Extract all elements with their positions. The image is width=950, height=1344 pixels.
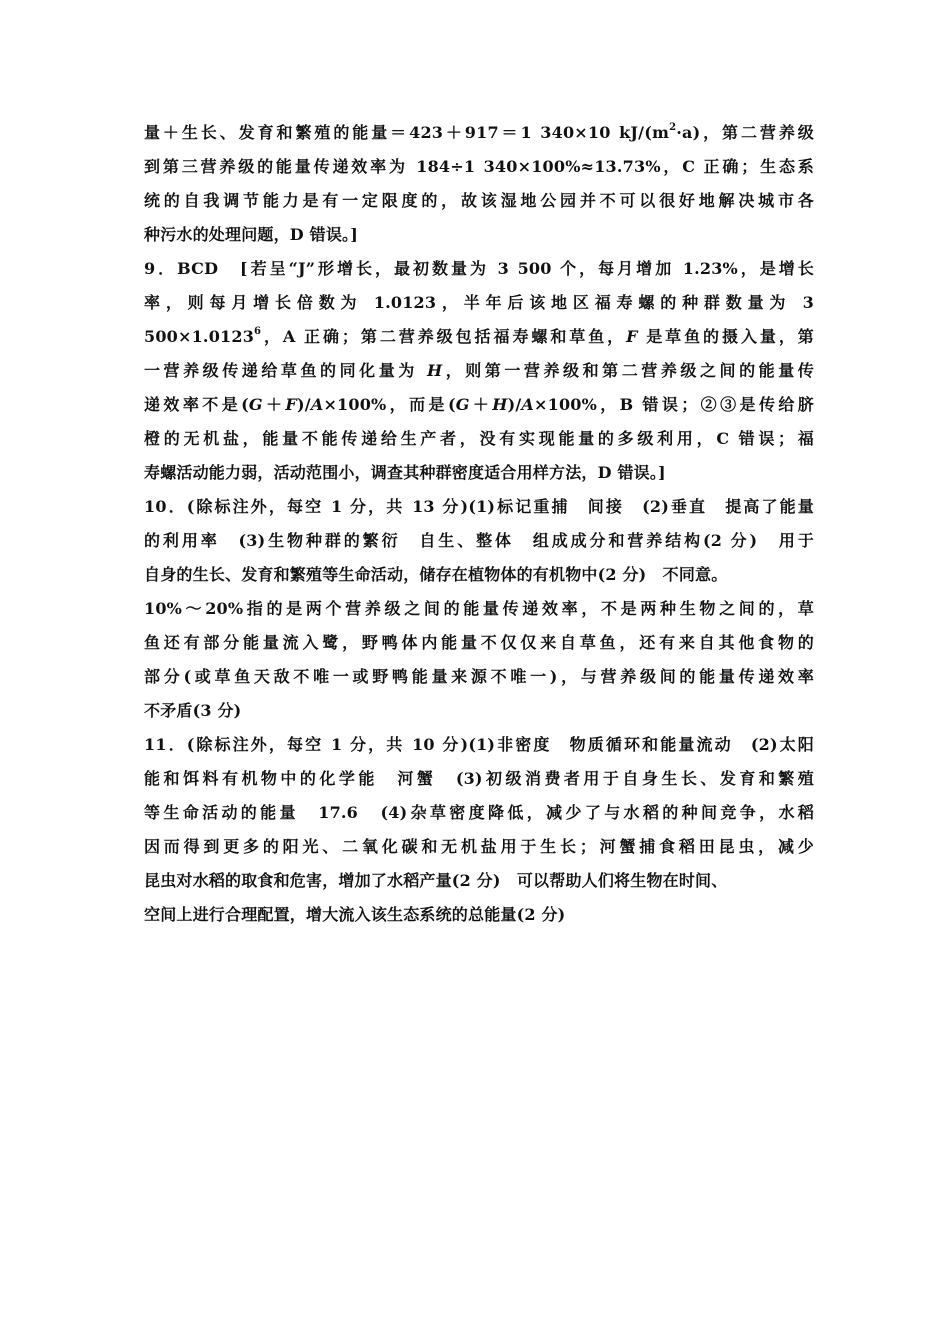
text-line: 鱼还有部分能量流入鹭，野鸭体内能量不仅仅来自草鱼，还有来自其他食物的 — [144, 633, 814, 652]
text-line: 等生命活动的能量 17.6 (4)杂草密度降低，减少了与水稻的种间竞争，水稻 — [144, 803, 814, 822]
text-line: 9．BCD [若呈“J”形增长，最初数量为 3 500 个，每月增加 1.23%，是增长 — [144, 259, 814, 278]
q9-answer — [144, 252, 814, 490]
text-line: 到第三营养级的能量传递效率为 184÷1 340×100%≈13.73%，C 正确；生态系 — [144, 157, 814, 176]
text-line: 寿螺活动能力弱，活动范围小，调查其种群密度适合用样方法，D 错误。] — [144, 463, 666, 482]
text-line: 种污水的处理问题，D 错误。] — [144, 225, 359, 244]
text-line: 昆虫对水稻的取食和危害，增加了水稻产量(2 分) 可以帮助人们将生物在时间、 — [144, 871, 728, 890]
text-line: 部分(或草鱼天敌不唯一或野鸭能量来源不唯一)，与营养级间的能量传递效率 — [144, 667, 814, 686]
text-line: 统的自我调节能力是有一定限度的，故该湿地公园并不可以很好地解决城市各 — [144, 191, 814, 210]
text-line: 的利用率 (3)生物种群的繁衍 自生、整体 组成成分和营养结构(2 分) 用于 — [144, 531, 814, 550]
q10-answer — [144, 490, 814, 728]
answer-page — [144, 116, 814, 932]
text-line: 11．(除标注外，每空 1 分，共 10 分)(1)非密度 物质循环和能量流动 (2)太阳 — [144, 735, 814, 754]
text-line: 因而得到更多的阳光、二氧化碳和无机盐用于生长；河蟹捕食稻田昆虫，减少 — [144, 837, 814, 856]
text-line: 量＋生长、发育和繁殖的能量＝423＋917＝1 340×10 $kJ/(m^2\cdot a)$，第二营养级 — [144, 121, 814, 142]
text-line: 10%～20%指的是两个营养级之间的能量传递效率，不是两种生物之间的，草 — [144, 599, 814, 618]
text-line: 能和饵料有机物中的化学能 河蟹 (3)初级消费者用于自身生长、发育和繁殖 — [144, 769, 814, 788]
q8-continuation — [144, 116, 814, 252]
text-line: 递效率不是(G＋F)/A×100%，而是(G＋H)/A×100%，B 错误；②③是传给脐 — [144, 395, 814, 414]
text-line: 一营养级传递给草鱼的同化量为 H，则第一营养级和第二营养级之间的能量传 — [144, 361, 814, 380]
text-line: 空间上进行合理配置，增大流入该生态系统的总能量(2 分) — [144, 905, 566, 924]
text-line: 不矛盾(3 分) — [144, 701, 242, 720]
text-line: $500\times 1.0123^6$，A 正确；第二营养级包括福寿螺和草鱼，F 是草鱼的摄入量，第 — [144, 325, 814, 346]
text-line: 自身的生长、发育和繁殖等生命活动，储存在植物体的有机物中(2 分) 不同意。 — [144, 565, 728, 584]
text-line: 橙的无机盐，能量不能传递给生产者，没有实现能量的多级利用，C 错误；福 — [144, 429, 814, 448]
q11-answer — [144, 728, 814, 932]
text-line: 10．(除标注外，每空 1 分，共 13 分)(1)标记重捕 间接 (2)垂直 提高了能量 — [144, 497, 814, 516]
text-line: 率，则每月增长倍数为 1.0123，半年后该地区福寿螺的种群数量为 3 — [144, 293, 814, 312]
